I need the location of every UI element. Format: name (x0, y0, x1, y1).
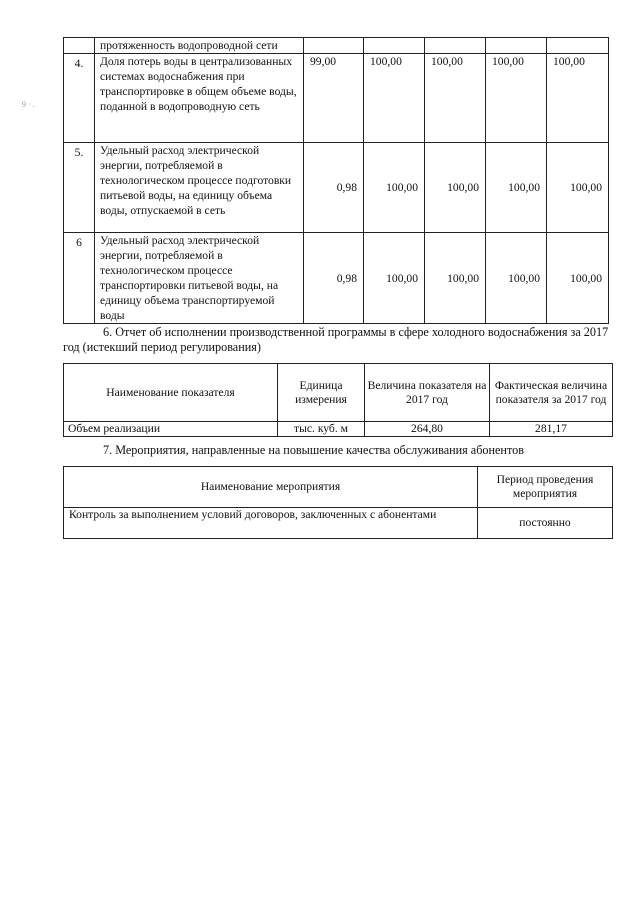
table-row (64, 508, 613, 539)
table-row (64, 38, 609, 54)
column-header: Величина показателя на 2017 год (365, 364, 490, 422)
column-header: Наименование мероприятия (64, 467, 478, 508)
value-cell: 100,00 (547, 143, 609, 233)
section-6-heading: 6. Отчет об исполнении производственной программы в сфере холодного водоснабжения за 2017 год (истекший период регулирования) (63, 325, 609, 354)
indicator-name: Удельный расход электрической энергии, потребляемой в технологическом процессе транспортировки питьевой воды, на единицу объема транспортируемой воды (95, 233, 304, 324)
value-cell: 100,00 (486, 233, 547, 324)
row-number (64, 38, 95, 54)
column-header: Единица измерения (278, 364, 365, 422)
indicator-name: протяженность водопроводной сети (95, 38, 304, 54)
value-cell (547, 38, 609, 54)
table-row (64, 422, 613, 437)
value-cell: 100,00 (364, 233, 425, 324)
column-header: Фактическая величина показателя за 2017 год (490, 364, 613, 422)
section-7-heading: 7. Мероприятия, направленные на повышение качества обслуживания абонентов (103, 443, 524, 457)
column-header: Период проведения мероприятия (478, 467, 613, 508)
column-header: Наименование показателя (64, 364, 278, 422)
value-cell: 100,00 (425, 143, 486, 233)
table-row (64, 143, 609, 233)
value-cell (364, 38, 425, 54)
table-header-row (64, 364, 613, 422)
value-cell: 100,00 (425, 54, 486, 143)
value-cell: 99,00 (304, 54, 364, 143)
indicator-name: Удельный расход электрической энергии, потребляемой в технологическом процессе подготовки питьевой воды, на единицу объема воды, отпускаемой в сеть (95, 143, 304, 233)
value-cell: 0,98 (304, 233, 364, 324)
value-cell: 100,00 (486, 143, 547, 233)
value-cell: 100,00 (364, 54, 425, 143)
report-table (63, 363, 613, 437)
row-number: 4. (64, 54, 95, 143)
indicators-table (63, 37, 609, 324)
unit-cell: тыс. куб. м (278, 422, 365, 437)
measure-period: постоянно (478, 508, 613, 539)
row-number: 5. (64, 143, 95, 233)
measures-table (63, 466, 613, 539)
table-header-row (64, 467, 613, 508)
measure-name: Контроль за выполнением условий договоров, заключенных с абонентами (64, 508, 478, 539)
actual-value: 281,17 (490, 422, 613, 437)
planned-value: 264,80 (365, 422, 490, 437)
value-cell: 100,00 (547, 233, 609, 324)
value-cell: 100,00 (486, 54, 547, 143)
indicator-name: Объем реализации (64, 422, 278, 437)
value-cell: 100,00 (547, 54, 609, 143)
row-number: 6 (64, 233, 95, 324)
indicator-name: Доля потерь воды в централизованных системах водоснабжения при транспортировке в общем объеме воды, поданной в водопроводную сеть (95, 54, 304, 143)
value-cell: 100,00 (425, 233, 486, 324)
value-cell (304, 38, 364, 54)
value-cell (486, 38, 547, 54)
margin-mark: 9 · . (22, 100, 35, 109)
value-cell (425, 38, 486, 54)
value-cell: 0,98 (304, 143, 364, 233)
value-cell: 100,00 (364, 143, 425, 233)
table-row (64, 233, 609, 324)
table-row (64, 54, 609, 143)
